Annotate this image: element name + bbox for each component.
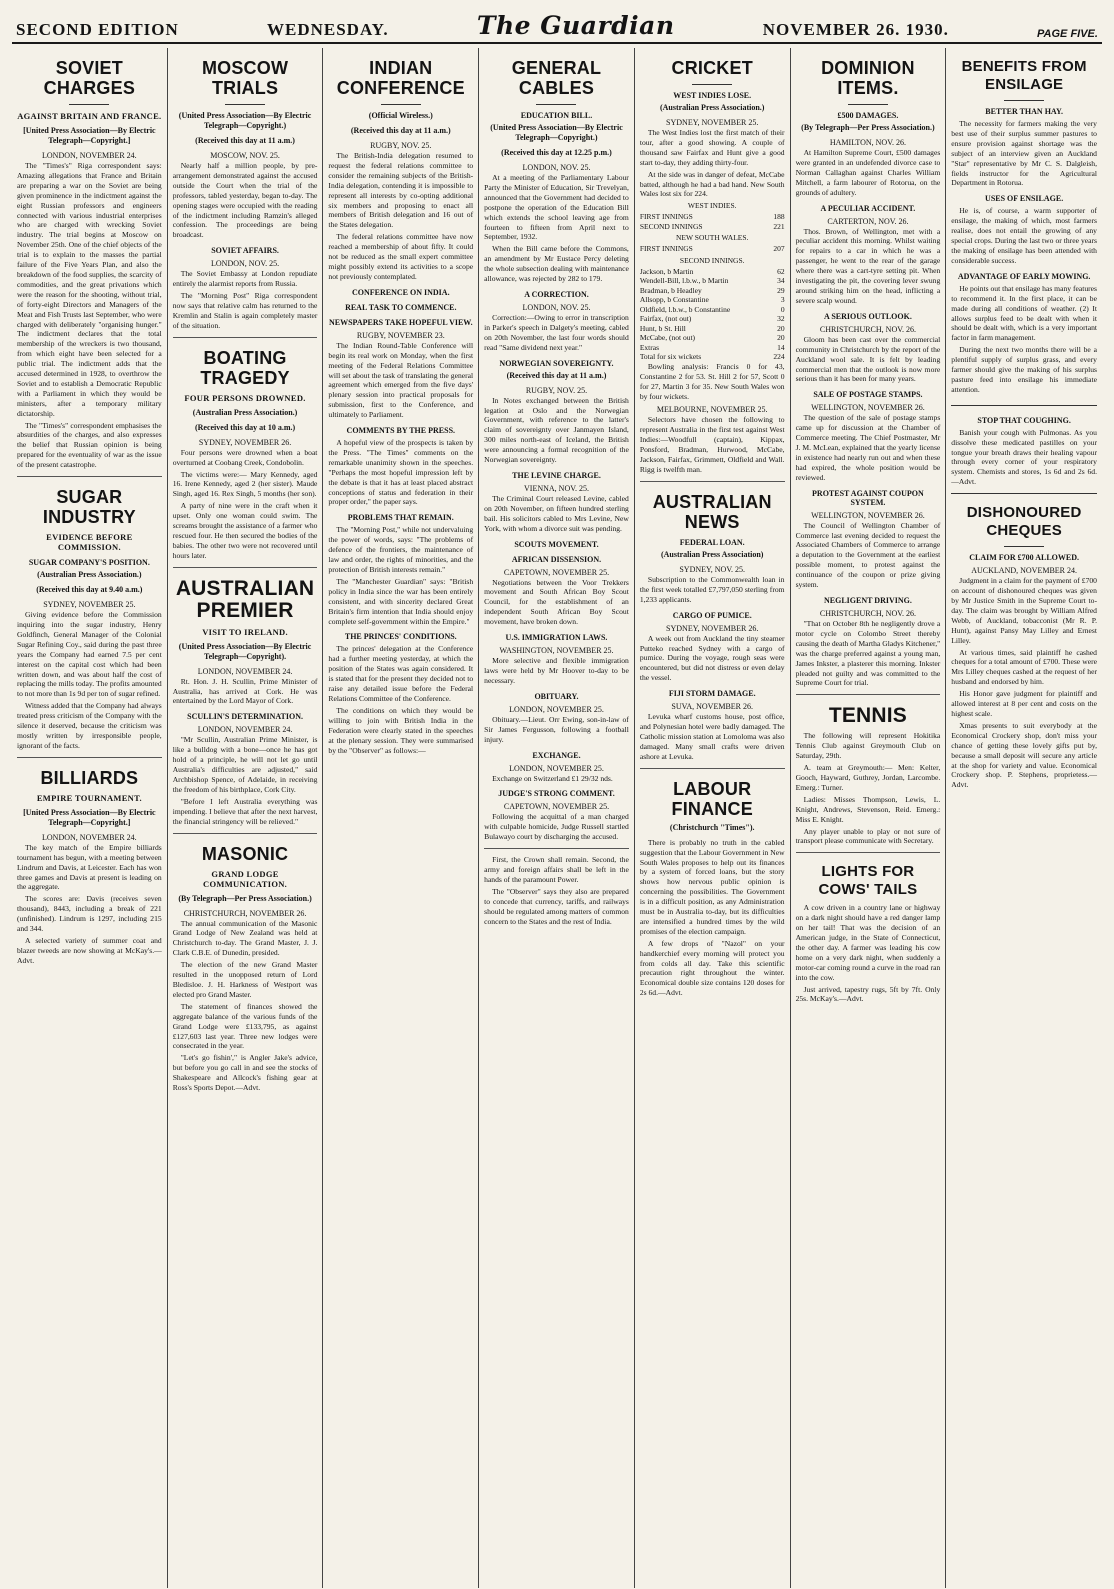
paper-nameplate: The Guardian bbox=[476, 11, 675, 40]
score-label: SECOND INNINGS bbox=[639, 221, 703, 231]
article-paragraph: Four persons were drowned when a boat overturned at Coobang Creek, Condobolin. bbox=[172, 447, 318, 467]
advertisement: A few drops of "Nazol" on your handkerchief every morning will protect you from colds all day. Take this scientific precaution right throughout the winter. Economical double size contains 120 doses for 2s 6d.—Advt. bbox=[639, 938, 785, 998]
dateline: RUGBY, NOV. 25. bbox=[525, 385, 588, 395]
article-paragraph: Judgment in a claim for the payment of £700 on account of dishonoured cheques was given by Mr Justice Smith in the Supreme Court to-day. The claim was brought by William Alfred Webb, of Auckland, tobacconist (Mr R. P. Hunt), against Pansy May Lilley and Ernest Lilley. bbox=[951, 576, 1097, 645]
runs: 29 bbox=[777, 285, 785, 295]
headline-tennis: TENNIS bbox=[828, 704, 908, 728]
subheading: USES OF ENSILAGE. bbox=[985, 194, 1064, 204]
article-paragraph: There is probably no truth in the cabled suggestion that the Labour Government in New South Wales proposes to help out its finances by a system of forced loans, but the story shows how nervous public opinion is concerning the possibilities. The Government is in a difficult position, as any Administration must be in Australia to-day, but its difficulties are intensified a hundred times by the wild promises of the election campaign. bbox=[639, 837, 785, 936]
source-credit: (Australian Press Association.) bbox=[37, 570, 142, 580]
article-paragraph: The "Times's" Riga correspondent says: Amazing allegations that France and Britain are preparing a war on the Soviet are being given prominence in the indictment against the eight Russian professors and engineers connected with various industrial enterprises who are charged with wrecking Soviet industry. The trial begins at Moscow on November 25th. One of the chief objects of the trial is to explain to the masses the partial failure of the Five Years Plan, and also the breakdown of the food supplies, the scarcity of commodities, and the great privations which were the reason for the shooting, without trial, of forty-eight Directors and Managers of the Meat and Fish Trusts last September, who were charged with deliberately "organising hunger." The indictment declares that the total membership of the wreckers is two thousand, from which eight have been selected for a public trial. The indictment adds that the accused determined in 1928, to overthrow the Soviet and to establish a Democratic Republic with a Parliament in which they would be ministers, after a temporary military dictatorship. bbox=[17, 161, 162, 418]
article-paragraph: Selectors have chosen the following to represent Australia in the first test against West Indies:—Woodfull (captain), Kippax, Ponsford, Bradman, Hurwood, McCabe, Jackson, Fairfax, Grimmett, Oldfield and Wall. Rigg is twelfth man. bbox=[639, 415, 785, 474]
article-paragraph: More selective and flexible immigration laws were held by Mr Hoover to-day to be necessary. bbox=[484, 656, 629, 685]
headline-soviet-charges: SOVIET CHARGES bbox=[43, 58, 136, 98]
article-paragraph: "Before I left Australia everything was impending. I believe that after the next harvest, the financial stringency will be relieved." bbox=[172, 796, 318, 826]
article-paragraph: "Mr Scullin, Australian Prime Minister, is like a bulldog with a bone—once he has got hold of a principle, he will not let go until Australia's difficulties are adjusted," said Archbishop Spence, of Adelaide, in receiving the freedom of his birthplace, Cork City. bbox=[172, 735, 318, 794]
dateline: LONDON, NOVEMBER 25. bbox=[509, 704, 604, 714]
article-paragraph: A week out from Auckland the tiny steamer Putteko reached Sydney with a cargo of pumice. During the voyage, rough seas were encountered, but did not distress or even delay the vessel. bbox=[639, 633, 785, 683]
score-row bbox=[640, 222, 785, 232]
advertisement: Just arrived, tapestry rugs, 5ft by 7ft. Only 25s. McKay's.—Advt. bbox=[795, 984, 941, 1004]
article-paragraph: Obituary.—Lieut. Orr Ewing, son-in-law of Sir James Fergusson, following a football injury. bbox=[484, 714, 629, 744]
article-paragraph: Thos. Brown, of Wellington, met with a peculiar accident this morning. Whilst waiting for repairs to a car in which he was a passenger, he went to the rear of the garage where there was a cart-tyre setting pit. When investigating the pit, the covering lever swung around striking him on the head, inflicting a severe scalp wound. bbox=[795, 226, 941, 305]
article-paragraph: The "Observer" says they also are prepared to concede that currency, tariffs, and railways should be regulated among matters of common concern to the States and the rest of India. bbox=[484, 886, 629, 926]
article-paragraph: Bowling analysis: Francis 0 for 43, Constantine 2 for 53. St. Hill 2 for 57, Scott 0 for 27, Martin 3 for 35. New South Wales won by four wickets. bbox=[639, 361, 785, 401]
article-paragraph: Nearly half a million people, by pre-arrangement demonstrated against the accused outside the Court when the trial of the professors, tabled yesterday, began to-day. The opening stages were occupied with the reading of the indictment including Ramzin's alleged confession. The proceedings are being broadcast. bbox=[172, 161, 318, 240]
batsman: Hunt, b St. Hill bbox=[639, 323, 686, 333]
dateline: CHRISTCHURCH, NOV. 26. bbox=[819, 609, 916, 618]
score-row bbox=[640, 343, 785, 353]
source-credit: (United Press Association—By Electric Telegraph—Copyright.) bbox=[490, 123, 623, 142]
batsman: Extras bbox=[639, 342, 660, 352]
source-credit: (Australian Press Association) bbox=[660, 549, 764, 559]
runs: 20 bbox=[777, 333, 785, 343]
dateline: LONDON, NOVEMBER 25. bbox=[509, 763, 604, 773]
dateline: LONDON, NOVEMBER 24. bbox=[42, 151, 137, 160]
batsman: Wendell-Bill, l.b.w., b Martin bbox=[639, 276, 729, 286]
article-paragraph: The following will represent Hokitika Tennis Club against Greymouth Club on Saturday, 29th. bbox=[795, 731, 941, 761]
scoreboard-team: NEW SOUTH WALES. bbox=[675, 233, 749, 243]
subheading: SOVIET AFFAIRS. bbox=[211, 246, 279, 256]
headline-lights-for-cows-tails: LIGHTS FOR COWS' TAILS bbox=[818, 863, 918, 899]
article-paragraph: The "Manchester Guardian" says: "British policy in India since the war has been entirely consistent, and with sincerity declared Great Britain's firm intention that India should enjoy complete self-government within the Empire." bbox=[328, 576, 474, 626]
advertisement: "Let's go fishin'," is Angler Jake's advice, but before you go call in and see the stocks of Shakespeare and Allcock's fishing gear at Ross's Sports Depot.—Advt. bbox=[172, 1053, 318, 1093]
article-paragraph: At Hamilton Supreme Court, £500 damages were granted in an undefended divorce case to Norman Callaghan against Charles William Mitchell, a farm labourer of Rotorua, on the grounds of adultery. bbox=[795, 148, 941, 197]
dateline: SUVA, NOVEMBER 26. bbox=[671, 702, 754, 712]
advertisement: Banish your cough with Pulmonas. As you dissolve these medicated pastilles on your tongue your breath draws their healing vapour through every corner of your respiratory system. Chemists and stores, 1s 6d and 2s 6d.—Advt. bbox=[951, 427, 1097, 487]
article-paragraph: A cow driven in a country lane or highway on a dark night should have a red danger lamp on her tail! That was the decision of an American judge, in the State of Connecticut, the other day. A farmer was leading his cow home on a very dark night, when suddenly a motor-car coming round a curve in the road ran into the cow. bbox=[795, 903, 941, 982]
article-paragraph: The "Morning Post" Riga correspondent now says that relative calm has returned to the Kremlin and Stalin is again completely master of the situation. bbox=[172, 291, 318, 330]
divider bbox=[640, 481, 785, 482]
subheading: SCULLIN'S DETERMINATION. bbox=[187, 712, 303, 722]
columns bbox=[12, 48, 1102, 1588]
divider bbox=[381, 104, 421, 105]
article-paragraph: Gloom has been cast over the commercial community in Christchurch by the report of the Auckland wool sale. It is felt by leading commercial men that the outlook is now more serious than it has been for many years. bbox=[795, 334, 941, 384]
column-4 bbox=[479, 48, 635, 1588]
dateline: HAMILTON, NOV. 26. bbox=[829, 138, 906, 147]
divider bbox=[17, 757, 162, 758]
score-row bbox=[640, 276, 785, 286]
article-paragraph: Witness added that the Company had always treated press criticism of the Company with the silence it deserved, because the criticism was mostly written by irresponsible people, ignorant of the facts. bbox=[17, 701, 162, 750]
headline-benefits-from-ensilage: BENEFITS FROM ENSILAGE bbox=[961, 58, 1087, 93]
article-paragraph: During the next two months there will be a plentiful supply of surplus grass, and every farmer should give the making of his surplus pasture feed into ensilage his immediate attention. bbox=[951, 345, 1097, 394]
headline-general-cables: GENERAL CABLES bbox=[511, 58, 602, 98]
divider bbox=[69, 104, 109, 105]
subheading: A SERIOUS OUTLOOK. bbox=[824, 311, 912, 321]
scoreboard-table bbox=[640, 212, 785, 231]
scoreboard-innings: SECOND INNINGS. bbox=[679, 255, 745, 265]
score-row bbox=[640, 295, 785, 305]
article-paragraph: A hopeful view of the prospects is taken by the Press. "The Times" comments on the remarkable unanimity shown in the speeches. "Perhaps the most hopeful impression left by the debate is that it has at least placed abstract conceptions of status and federation in their proper order," the paper says. bbox=[328, 438, 474, 507]
score-label: FIRST INNINGS bbox=[639, 212, 693, 222]
source-credit: (By Telegraph—Per Press Association.) bbox=[178, 893, 312, 903]
dateline: LONDON, NOV. 25. bbox=[522, 302, 591, 312]
dateline: LONDON, NOVEMBER 24. bbox=[197, 725, 293, 735]
batsman: Jackson, b Martin bbox=[639, 266, 694, 276]
headline-cricket: CRICKET bbox=[671, 58, 753, 78]
article-paragraph: The annual communication of the Masonic Grand Lodge of New Zealand was held at Christchurch to-day. The Grand Master, J. J. Clark C.B.E. of Dunedin, presided. bbox=[172, 918, 318, 958]
divider bbox=[536, 104, 576, 105]
received-note: (Received this day at 11 a.m.) bbox=[350, 126, 451, 135]
batsman: McCabe, (not out) bbox=[639, 333, 696, 343]
subheading: PROBLEMS THAT REMAIN. bbox=[347, 513, 454, 523]
article-paragraph: He is, of course, a warm supporter of ensilage, the making of which, most farmers realise, does not entail the growing of any special crops. During the last two or three years the making of ensilage has been attended with considerable success. bbox=[951, 206, 1097, 265]
divider bbox=[173, 337, 318, 338]
article-paragraph: The West Indies lost the first match of their tour, after a good showing. A couple of thousand saw Fairfax and Hunt give a good start to-day, they adding thirty-four. bbox=[639, 128, 785, 167]
divider bbox=[796, 694, 941, 695]
dateline: LONDON, NOV. 25. bbox=[522, 163, 591, 172]
score-row bbox=[640, 305, 785, 315]
article-paragraph: At various times, said plaintiff he cashed cheques for a total amount of £700. These were Mrs Lilley cheques cashed at the request of her husband and endorsed by him. bbox=[951, 647, 1097, 687]
source-credit: (Official Wireless.) bbox=[368, 111, 433, 120]
article-paragraph: At a meeting of the Parliamentary Labour Party the Minister of Education, Sir Trevelyan, announced that the Government had decided to postpone the operation of the Education Bill which extends the school leaving age from fourteen to fifteen from April next to September, 1932. bbox=[484, 173, 629, 242]
article-paragraph: When the Bill came before the Commons, an amendment by Mr Eustace Percy deleting the whole subsection dealing with maintenance allowance, was rejected by 282 to 179. bbox=[484, 244, 629, 284]
subheading: NEGLIGENT DRIVING. bbox=[823, 596, 912, 605]
score-row bbox=[640, 244, 785, 254]
divider bbox=[17, 476, 162, 477]
article-paragraph: Giving evidence before the Commission inquiring into the sugar industry, Henry Goldfinch, General Manager of the Colonial Sugar Refining Coy., said during the past three years the Company had earned 7.5 per cent interest on the capital cost which had been written down, and was about half the cost of replacing the mills today. The profits amounted to not more than 1s 9d per ton of sugar refined. bbox=[17, 610, 162, 699]
divider bbox=[692, 84, 732, 85]
runs: 0 bbox=[780, 304, 785, 314]
article-paragraph: Negotiations between the Voor Trekkers movement and South African Boy Scout Council, for the establishment of an independent South African Boy Scout movement, have broken down. bbox=[484, 577, 629, 627]
dateline: LONDON, NOVEMBER 24. bbox=[197, 666, 293, 676]
total-value: 224 bbox=[773, 352, 785, 362]
column-1 bbox=[12, 48, 168, 1588]
issue-date: NOVEMBER 26. 1930. bbox=[762, 20, 949, 39]
article-paragraph: The conditions on which they would be willing to join with British India in the Federation were clearly stated in the speeches at the plenary session. They were summarised by the "Observer" as follows:— bbox=[328, 705, 474, 755]
subheading: £500 DAMAGES. bbox=[837, 111, 899, 120]
headline-australian-news: AUSTRALIAN NEWS bbox=[652, 491, 772, 532]
divider bbox=[484, 848, 629, 849]
article-paragraph: The scores are: Davis (receives seven thousand), 8443, including a break of 221 (unfinished). Lindrum is 1297, including 215 and 344. bbox=[17, 894, 162, 934]
article-paragraph: The Criminal Court released Levine, cabled on 20th November, on fifteen hundred sterling bail. His solicitors cabled to Mrs Levine, New York, with whom a divorce suit was pending. bbox=[484, 493, 629, 533]
received-note: (Received this day at 11 a.m.) bbox=[195, 136, 295, 145]
runs: 32 bbox=[777, 314, 785, 324]
article-paragraph: A party of nine were in the craft when it upset. Only one woman could swim. The screams brought the assistance of a farmer who rescued four. He then secured the bodies of the babies. The other two were not recovered until hours later. bbox=[172, 501, 318, 560]
subheading: BETTER THAN HAY. bbox=[985, 107, 1063, 116]
dateline: CHRISTCHURCH, NOV. 26. bbox=[819, 324, 916, 334]
received-note: (Received this day at 9.40 a.m.) bbox=[36, 585, 143, 595]
subheading: FIJI STORM DAMAGE. bbox=[668, 689, 756, 699]
article-paragraph: His Honor gave judgment for plaintiff and allowed interest at 8 per cent and costs on the highest scale. bbox=[951, 689, 1097, 718]
subheading: AFRICAN DISSENSION. bbox=[511, 554, 602, 564]
subheading: SUGAR COMPANY'S POSITION. bbox=[28, 558, 150, 568]
divider bbox=[173, 833, 318, 834]
dateline: VIENNA, NOV. 25. bbox=[524, 483, 589, 493]
headline-dishonoured-cheques: DISHONOURED CHEQUES bbox=[966, 504, 1082, 540]
article-paragraph: A. team at Greymouth:— Men: Kelter, Gooch, Hayward, Guthrey, Jordan, Larcombe. Emerg.: Turner. bbox=[795, 763, 941, 792]
subheading: EMPIRE TOURNAMENT. bbox=[36, 792, 142, 803]
dateline: SYDNEY, NOVEMBER 25. bbox=[666, 118, 759, 127]
article-paragraph: The "Morning Post," while not undervaluing the power of words, says: "The problems of defence of the frontiers, the maintenance of law and order, the rights of minorities, and the protection of British interests remain." bbox=[328, 525, 474, 574]
divider bbox=[173, 567, 318, 568]
article-paragraph: Levuka wharf customs house, post office, and Polynesian hotel were badly damaged. The Catholic mission station at Lomoloma was also damaged. Many small crafts were driven ashore at Levuka. bbox=[639, 712, 785, 761]
divider bbox=[225, 104, 265, 105]
dateline: SYDNEY, NOVEMBER 26. bbox=[198, 437, 292, 447]
dateline: WELLINGTON, NOVEMBER 26. bbox=[811, 403, 925, 413]
source-credit: (United Press Association—By Electric Telegraph—Copyright). bbox=[178, 641, 312, 661]
article-paragraph: The question of the sale of postage stamps came up for discussion at the Chamber of Commerce meeting. The Chief Postmaster, Mr J. M. McLean, explained that the yearly license in existence had nearly run out and when these had expired, the whole position would be reviewed. bbox=[795, 413, 941, 482]
dateline: CAPETOWN, NOVEMBER 25. bbox=[503, 802, 610, 812]
score-row bbox=[640, 286, 785, 296]
score-row bbox=[640, 324, 785, 334]
dateline: RUGBY, NOVEMBER 23. bbox=[356, 330, 445, 340]
dateline: MOSCOW, NOV. 25. bbox=[210, 151, 280, 160]
dateline: CARTERTON, NOV. 26. bbox=[827, 216, 909, 226]
subheading: SALE OF POSTAGE STAMPS. bbox=[813, 390, 923, 400]
masthead bbox=[12, 6, 1102, 44]
subheading: GRAND LODGE COMMUNICATION. bbox=[203, 868, 288, 889]
subheading: JUDGE'S STRONG COMMENT. bbox=[498, 789, 615, 799]
score-row bbox=[640, 333, 785, 343]
subheading: REAL TASK TO COMMENCE. bbox=[345, 302, 457, 312]
dateline: SYDNEY, NOVEMBER 26. bbox=[666, 623, 759, 633]
article-paragraph: The key match of the Empire billiards tournament has begun, with a meeting between Lindrum and Davis, at Leicester. Each has won three games and Davis at present is leading on the aggregate. bbox=[17, 842, 162, 892]
dateline: WELLINGTON, NOVEMBER 26. bbox=[811, 510, 925, 520]
received-note: (Received this day at 11 a.m.) bbox=[506, 370, 607, 380]
subheading: EDUCATION BILL. bbox=[520, 111, 593, 120]
total-label: Total for six wickets bbox=[639, 352, 702, 362]
runs: 20 bbox=[777, 323, 785, 333]
article-paragraph: In Notes exchanged between the British legation at Oslo and the Norwegian Government, with reference to the latter's claim of sovereignty over Janmayen Island, 300 miles north-east of Iceland, the British were announcing a formal recognition of the Norwegian sovereignty. bbox=[484, 395, 629, 465]
divider bbox=[1004, 100, 1044, 101]
article-paragraph: The election of the new Grand Master resulted in the unopposed return of Lord Bledisloe. J. H. Harkness of Westport was elected pro Grand Master. bbox=[172, 960, 318, 999]
article-paragraph: Following the acquittal of a man charged with culpable homicide, Judge Russell startled Bulawayo court by discharging the accused. bbox=[484, 812, 629, 842]
article-paragraph: The necessity for farmers making the very best use of their surplus summer pastures to ensure provision against shortage was the subject of an interview given an Auckland "Star" representative by Mr C. S. Dalgleish, fields instructor for the Agricultural Department in Rotorua. bbox=[951, 119, 1097, 188]
source-credit: (Christchurch "Times"). bbox=[669, 822, 755, 832]
article-paragraph: The victims were:— Mary Kennedy, aged 16. Irene Kennedy, aged 2 (her sister). Maude Singh, aged 16. Rex Singh, 5 months (her son). bbox=[172, 469, 318, 499]
subheading: SCOUTS MOVEMENT. bbox=[514, 539, 599, 549]
runs: 3 bbox=[780, 295, 785, 305]
subheading: AGAINST BRITAIN AND FRANCE. bbox=[17, 111, 162, 121]
advertisement: A selected variety of summer coat and blazer tweeds are now showing at McKay's.—Advt. bbox=[17, 935, 162, 965]
subheading: THE PRINCES' CONDITIONS. bbox=[344, 632, 457, 642]
subheading: CARGO OF PUMICE. bbox=[672, 610, 752, 620]
subheading: A PECULIAR ACCIDENT. bbox=[820, 203, 916, 213]
article-paragraph: The Soviet Embassy at London repudiate entirely the alarmist reports from Russia. bbox=[172, 269, 318, 289]
dateline: CAPETOWN, NOVEMBER 25. bbox=[503, 567, 610, 577]
runs: 14 bbox=[777, 342, 785, 352]
subheading: EVIDENCE BEFORE COMMISSION. bbox=[46, 532, 133, 553]
source-credit: (Australian Press Association.) bbox=[192, 407, 298, 417]
source-credit: (By Telegraph—Per Press Association.) bbox=[801, 123, 935, 132]
batsman: Oldfield, l.b.w., b Constantine bbox=[639, 304, 731, 314]
article-paragraph: The "Times's" correspondent emphasises the absurdities of the charges, and also expresses the belief that Russian opinion is being prepared for the eventuality of war as the issue of the present catastrophe. bbox=[17, 420, 162, 470]
dateline: WASHINGTON, NOVEMBER 25. bbox=[499, 646, 614, 656]
subheading: OBITUARY. bbox=[534, 691, 579, 701]
headline-masonic: MASONIC bbox=[201, 843, 289, 864]
divider bbox=[796, 852, 941, 853]
edition-label: SECOND EDITION bbox=[16, 20, 179, 39]
dateline: SYDNEY, NOVEMBER 25. bbox=[43, 600, 136, 610]
batsman: Bradman, b Headley bbox=[639, 285, 702, 295]
subheading: EXCHANGE. bbox=[532, 750, 581, 760]
subheading: ADVANTAGE OF EARLY MOWING. bbox=[957, 271, 1091, 281]
column-5 bbox=[635, 48, 791, 1588]
article-paragraph: "That on October 8th he negligently drove a motor cycle on Colombo Street thereby causing the death of Martha Gladys Kitchener," was the charge preferred against a young man, James Inkster, a plasterer this morning. Inkster pleaded not guilty and was committed to the Supreme Court for trial. bbox=[795, 619, 941, 688]
batting-table bbox=[640, 267, 785, 362]
article-paragraph: Correction:—Owing to error in transcription in Parker's speech in Dalgety's meeting, cabled on 20th November, the last four words should read "Same dividend next year." bbox=[484, 312, 629, 352]
divider bbox=[640, 768, 785, 769]
subheading: COMMENTS BY THE PRESS. bbox=[346, 426, 456, 436]
subheading: NORWEGIAN SOVEREIGNTY. bbox=[499, 358, 614, 368]
article-paragraph: The statement of finances showed the aggregate balance of the various funds of the Grand Lodge were £133,795, as against £127,603 last year. Three new lodges were consecrated in the year. bbox=[172, 1001, 318, 1051]
article-paragraph: Rt. Hon. J. H. Scullin, Prime Minister of Australia, has arrived at Cork. He was entertained by the Lord Mayor of Cork. bbox=[172, 676, 318, 706]
received-note: (Received this day at 12.25 p.m.) bbox=[501, 148, 612, 157]
score-row bbox=[640, 314, 785, 324]
subheading: VISIT TO IRELAND. bbox=[202, 626, 288, 637]
headline-labour-finance: LABOUR FINANCE bbox=[671, 778, 753, 819]
column-7 bbox=[946, 48, 1102, 1588]
article-paragraph: Exchange on Switzerland £1 29/32 nds. bbox=[492, 773, 613, 783]
received-note: (Received this day at 10 a.m.) bbox=[194, 422, 296, 432]
headline-billiards: BILLIARDS bbox=[40, 767, 139, 788]
scoreboard-table bbox=[640, 244, 785, 254]
total-row bbox=[640, 352, 785, 362]
subheading: WEST INDIES LOSE. bbox=[673, 91, 752, 100]
headline-dominion-items: DOMINION ITEMS. bbox=[821, 58, 915, 98]
scoreboard-team: WEST INDIES. bbox=[687, 201, 737, 211]
article-paragraph: The British-India delegation resumed to request the federal relations committee to consider the remaining subjects of the British-India delegation, contending it is impossible to represent all interests by co-opting additional six members and proposing to enact all members of British delegation and 16 out of the States delegation. bbox=[328, 151, 474, 230]
subheading: CONFERENCE ON INDIA. bbox=[352, 287, 450, 297]
article-paragraph: Any player unable to play or not sure of transport please communicate with Secretary. bbox=[795, 826, 941, 846]
weekday-label: WEDNESDAY. bbox=[267, 20, 389, 39]
column-6 bbox=[791, 48, 947, 1588]
source-credit: (United Press Association—By Electric Telegraph—Copyright.) bbox=[178, 111, 312, 130]
article-paragraph: The Council of Wellington Chamber of Commerce last evening decided to request the Associated Chambers of Commerce to arrange a deputation to the Government at the earliest possible moment, to protest against the continuance of the coupon or prize giving system. bbox=[795, 520, 941, 590]
source-credit: [United Press Association—By Electric Telegraph—Copyright.] bbox=[23, 807, 156, 827]
dateline: CHRISTCHURCH, NOVEMBER 26. bbox=[183, 908, 307, 918]
divider bbox=[1004, 546, 1044, 547]
headline-sugar-industry: SUGAR INDUSTRY bbox=[42, 487, 136, 528]
score-value: 188 bbox=[773, 212, 785, 222]
subheading: CLAIM FOR £700 ALLOWED. bbox=[969, 553, 1080, 563]
score-row bbox=[640, 267, 785, 277]
score-label: FIRST INNINGS bbox=[639, 244, 693, 254]
subheading: FOUR PERSONS DROWNED. bbox=[184, 392, 306, 403]
subheading: NEWSPAPERS TAKE HOPEFUL VIEW. bbox=[328, 317, 473, 327]
subheading: THE LEVINE CHARGE. bbox=[512, 470, 601, 480]
dateline: AUCKLAND, NOVEMBER 24. bbox=[971, 566, 1078, 576]
article-paragraph: The Indian Round-Table Conference will begin its real work on Monday, when the first meeting of the Federal Relations Committee will set about the task of translating the general agreement which emerged from the five days' plenary session into practical proposals for submission, first to the Conference, and ultimately to Parliament. bbox=[328, 340, 474, 420]
subheading: A CORRECTION. bbox=[524, 289, 589, 299]
page-number: PAGE FIVE. bbox=[1037, 28, 1098, 40]
article-paragraph: The federal relations committee have now reached a membership of about fifty. It could not be reduced as the small expert committee might possibly extend its activities to a scope not previously contemplated. bbox=[328, 232, 474, 281]
dateline: RUGBY, NOV. 25. bbox=[370, 141, 432, 150]
batsman: Fairfax, (not out) bbox=[639, 314, 692, 324]
divider bbox=[848, 104, 888, 105]
headline-indian-conference: INDIAN CONFERENCE bbox=[336, 58, 465, 98]
dateline: MELBOURNE, NOVEMBER 25. bbox=[656, 405, 768, 415]
source-credit: (Australian Press Association.) bbox=[659, 103, 765, 112]
article-paragraph: Ladies: Misses Thompson, Lewis, L. Knight, Andrews, Stevenson, Reid. Emerg.: Miss E. Knight. bbox=[795, 794, 941, 824]
article-paragraph: The princes' delegation at the Conference had a further meeting yesterday, at which the position of the States was again considered. It is stated that for the present they decided not to raise any detailed issue before the Federal Relations Committee of the Conference. bbox=[328, 644, 474, 703]
headline-boating-tragedy: BOATING TRAGEDY bbox=[200, 347, 290, 388]
score-value: 207 bbox=[773, 244, 785, 254]
subheading: U.S. IMMIGRATION LAWS. bbox=[505, 633, 608, 643]
article-paragraph: Subscription to the Commonwealth loan in the first week totalled £7,797,050 sterling from 1,233 applicants. bbox=[639, 574, 785, 604]
advertisement: Xmas presents to suit everybody at the Economical Crockery shop, don't miss your chance of getting these lovely gifts put by, because a small deposit will secure any article at the shop for variety and value. Economical Crockery shop. P. Stephens, proprietess.—Advt. bbox=[951, 720, 1097, 790]
article-paragraph: First, the Crown shall remain. Second, the army and foreign affairs shall be left in the hands of the paramount Power. bbox=[484, 855, 629, 884]
subheading: FEDERAL LOAN. bbox=[679, 537, 745, 547]
batsman: Allsopp, b Constantine bbox=[639, 295, 709, 305]
dateline: LONDON, NOVEMBER 24. bbox=[42, 832, 137, 842]
article-paragraph: At the side was in danger of defeat, McCabe batted, although he had a bad hand. New South Wales lost six for 224. bbox=[639, 169, 785, 199]
column-2 bbox=[168, 48, 324, 1588]
advertisement-box bbox=[951, 405, 1097, 494]
source-credit: [United Press Association—By Electric Telegraph—Copyright.] bbox=[23, 126, 156, 145]
article-paragraph: He points out that ensilage has many features to recommend it. In the first place, it can be made during all conditions of weather. (2) It allows surplus feed to be dealt with when it should be dealt with, which is a very important factor in farm management. bbox=[951, 283, 1097, 343]
ad-heading: STOP THAT COUGHING. bbox=[977, 415, 1071, 425]
dateline: LONDON, NOV. 25. bbox=[211, 259, 280, 269]
headline-moscow-trials: MOSCOW TRIALS bbox=[201, 58, 289, 98]
column-3 bbox=[323, 48, 479, 1588]
headline-australian-premier: AUSTRALIAN PREMIER bbox=[175, 576, 315, 622]
score-value: 221 bbox=[773, 221, 785, 231]
score-row bbox=[640, 212, 785, 222]
runs: 62 bbox=[777, 266, 785, 276]
dateline: SYDNEY, NOV. 25. bbox=[679, 564, 746, 574]
runs: 34 bbox=[777, 276, 785, 286]
subheading: PROTEST AGAINST COUPON SYSTEM. bbox=[812, 488, 924, 507]
